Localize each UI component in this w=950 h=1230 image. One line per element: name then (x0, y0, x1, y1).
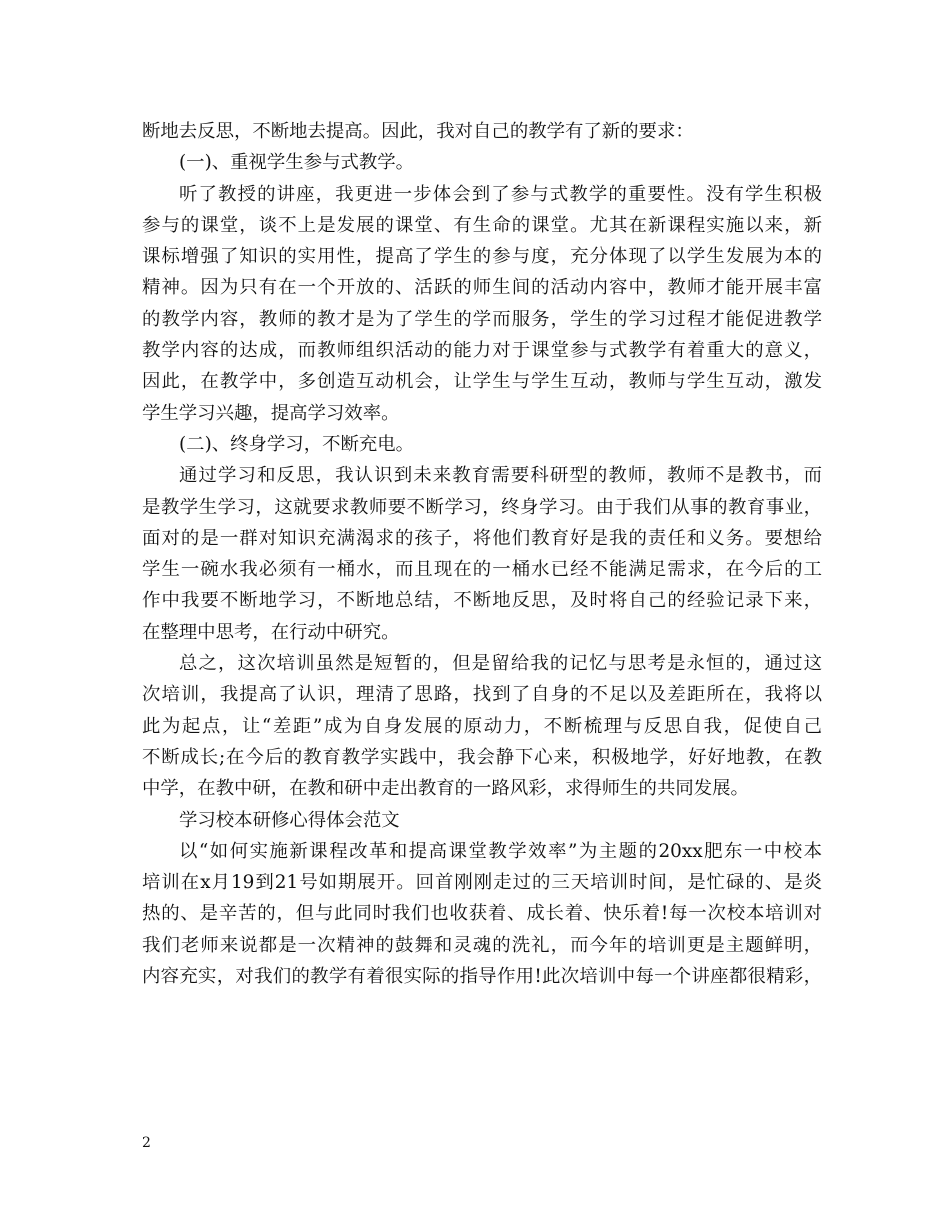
text-line: 课标增强了知识的实用性，提高了学生的参与度，充分体现了以学生发展为本的 (142, 246, 822, 268)
text-line: 的教学内容，教师的教才是为了学生的学而服务，学生的学习过程才能促进教学 (142, 308, 822, 330)
text-line: 面对的是一群对知识充满渴求的孩子，将他们教育好是我的责任和义务。要想给 (142, 527, 822, 549)
text-line: 是教学生学习，这就要求教师要不断学习，终身学习。由于我们从事的教育事业， (142, 496, 822, 518)
text-line: 在整理中思考，在行动中研究。 (142, 621, 400, 643)
text-line: 作中我要不断地学习，不断地总结，不断地反思，及时将自己的经验记录下来， (142, 590, 822, 612)
text-line: 培训在x月19到21号如期展开。回首刚刚走过的三天培训时间，是忙碌的、是炎 (142, 872, 822, 894)
body-text (142, 116, 822, 992)
text-line: 我们老师来说都是一次精神的鼓舞和灵魂的洗礼，而今年的培训更是主题鲜明， (142, 934, 822, 956)
text-line: 学生学习兴趣，提高学习效率。 (142, 402, 400, 424)
page-number: 2 (142, 1135, 151, 1151)
text-line: 学生一碗水我必须有一桶水，而且现在的一桶水已经不能满足需求，在今后的工 (142, 559, 822, 581)
text-line: 因此，在教学中，多创造互动机会，让学生与学生互动，教师与学生互动，激发 (142, 371, 822, 393)
text-line: 热的、是辛苦的，但与此同时我们也收获着、成长着、快乐着!每一次校本培训对 (142, 903, 822, 925)
text-line: 不断成长;在今后的教育教学实践中，我会静下心来，积极地学，好好地教，在教 (142, 746, 822, 768)
text-line: 次培训，我提高了认识，理清了思路，找到了自身的不足以及差距所在，我将以 (142, 684, 822, 706)
text-line: 中学，在教中研，在教和研中走出教育的一路风彩，求得师生的共同发展。 (142, 778, 749, 800)
text-line: 断地去反思，不断地去提高。因此，我对自己的教学有了新的要求： (142, 121, 694, 142)
text-line: 学习校本研修心得体会范文 (179, 809, 400, 831)
text-line: 此为起点，让“差距”成为自身发展的原动力，不断梳理与反思自我，促使自己 (142, 715, 822, 737)
text-line: 总之，这次培训虽然是短暂的，但是留给我的记忆与思考是永恒的，通过这 (179, 653, 822, 675)
text-line: 精神。因为只有在一个开放的、活跃的师生间的活动内容中，教师才能开展丰富 (142, 277, 822, 299)
text-line: 参与的课堂，谈不上是发展的课堂、有生命的课堂。尤其在新课程实施以来，新 (142, 214, 822, 236)
text-line: (一)、重视学生参与式教学。 (179, 152, 415, 174)
text-line: (二)、终身学习，不断充电。 (179, 433, 415, 455)
text-line: 听了教授的讲座，我更进一步体会到了参与式教学的重要性。没有学生积极 (179, 183, 822, 205)
text-line: 教学内容的达成，而教师组织活动的能力对于课堂参与式教学有着重大的意义， (142, 340, 822, 362)
text-line: 通过学习和反思，我认识到未来教育需要科研型的教师，教师不是教书，而 (179, 465, 822, 487)
text-line: 内容充实，对我们的教学有着很实际的指导作用!此次培训中每一个讲座都很精彩， (142, 966, 822, 988)
text-line: 以“如何实施新课程改革和提高课堂教学效率”为主题的20xx肥东一中校本 (179, 840, 822, 862)
